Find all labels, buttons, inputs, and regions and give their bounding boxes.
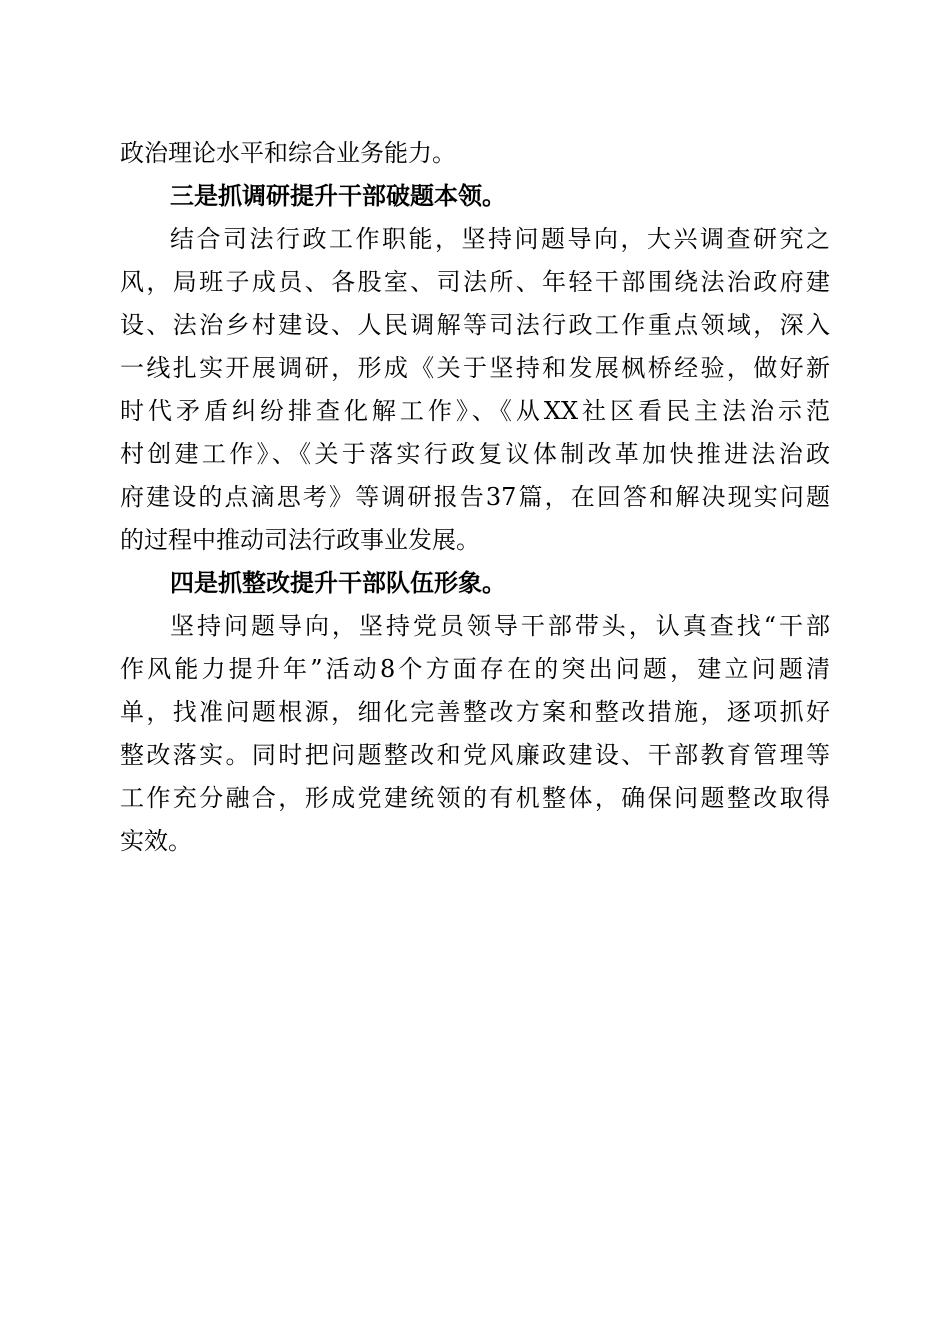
paragraph-line: 设、法治乡村建设、人民调解等司法行政工作重点领域，深入 (120, 311, 830, 339)
paragraph-line: 风，局班子成员、各股室、司法所、年轻干部围绕法治政府建 (120, 268, 830, 296)
paragraph-line: 一线扎实开展调研，形成《关于坚持和发展枫桥经验，做好新 (120, 354, 830, 382)
paragraph-line: 府建设的点滴思考》等调研报告37篇，在回答和解决现实问题 (120, 483, 830, 511)
paragraph-line: 单，找准问题根源，细化完善整改方案和整改措施，逐项抓好 (120, 698, 830, 726)
paragraph-line: 作风能力提升年”活动8个方面存在的突出问题，建立问题清 (120, 655, 830, 683)
paragraph-line: 实效。 (120, 827, 192, 855)
paragraph-continuation-line: 政治理论水平和综合业务能力。 (120, 139, 456, 167)
document-body (120, 132, 830, 863)
section-heading-rectification: 四是抓整改提升干部队伍形象。 (170, 569, 506, 597)
section-heading-research: 三是抓调研提升干部破题本领。 (170, 182, 506, 210)
paragraph-line: 坚持问题导向，坚持党员领导干部带头，认真查找“干部 (170, 612, 830, 640)
paragraph-line: 的过程中推动司法行政事业发展。 (120, 526, 480, 554)
paragraph-line: 村创建工作》、《关于落实行政复议体制改革加快推进法治政 (120, 440, 830, 468)
paragraph-line: 时代矛盾纠纷排查化解工作》、《从XX社区看民主法治示范 (120, 397, 830, 425)
paragraph-line: 结合司法行政工作职能，坚持问题导向，大兴调查研究之 (170, 225, 830, 253)
paragraph-line: 整改落实。同时把问题整改和党风廉政建设、干部教育管理等 (120, 741, 830, 769)
paragraph-line: 工作充分融合，形成党建统领的有机整体，确保问题整改取得 (120, 784, 830, 812)
